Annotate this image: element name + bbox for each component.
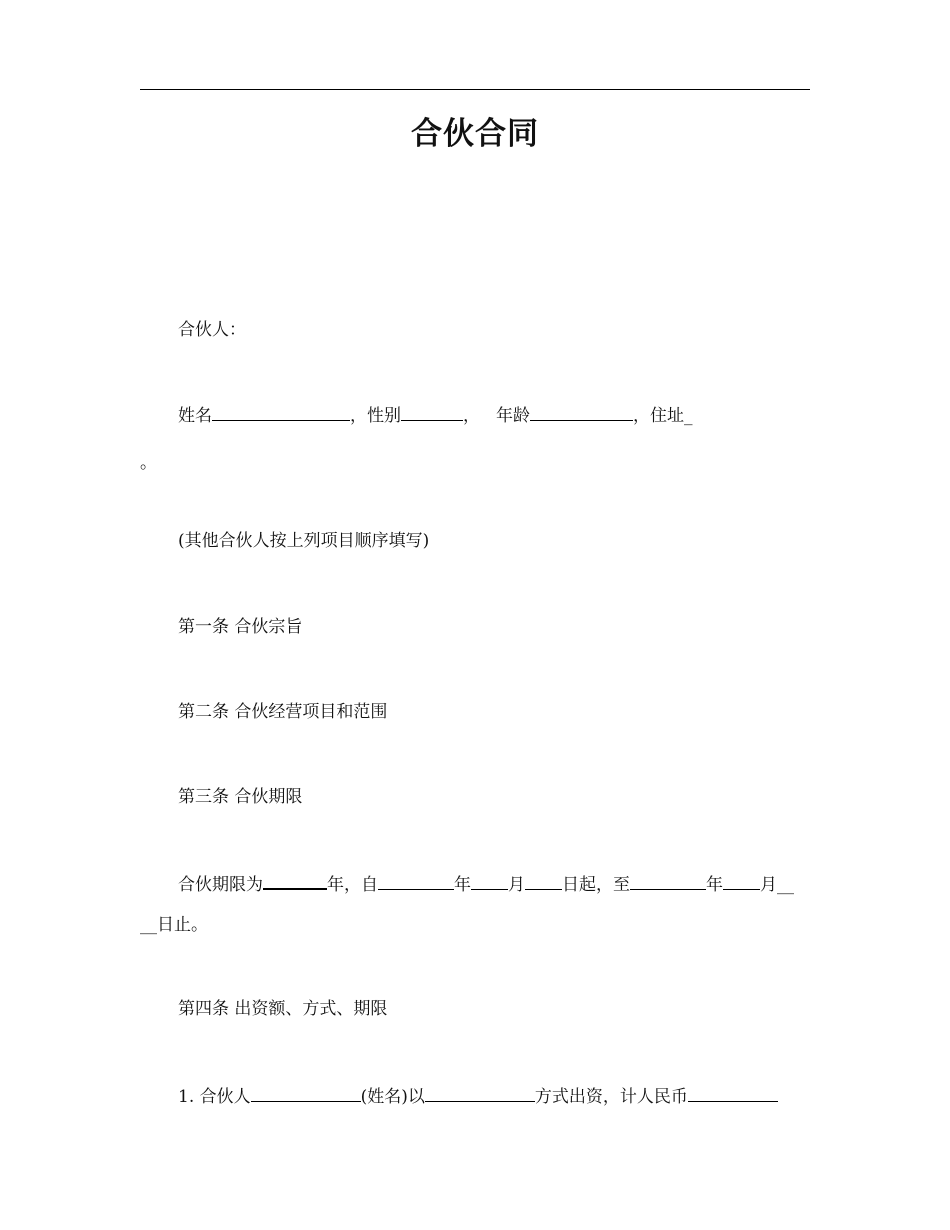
other-partners-note: (其他合伙人按上列项目顺序填写) bbox=[178, 531, 430, 551]
article-1-heading: 第一条 合伙宗旨 bbox=[178, 617, 303, 637]
term-year: 年 bbox=[454, 875, 471, 895]
contribution-clause-line bbox=[178, 1084, 778, 1109]
contribution-name-note: (姓名)以 bbox=[360, 1087, 425, 1107]
start-month-blank[interactable] bbox=[471, 872, 508, 890]
header-rule bbox=[140, 89, 810, 90]
contribution-method: 方式出资，计人民币 bbox=[534, 1087, 688, 1107]
end-year-blank[interactable] bbox=[630, 872, 706, 890]
article-3-heading: 第三条 合伙期限 bbox=[178, 787, 303, 807]
partner-info-line bbox=[178, 403, 693, 428]
partners-label: 合伙人： bbox=[178, 320, 246, 340]
partner-name-blank[interactable] bbox=[251, 1084, 361, 1102]
contribution-amount-blank[interactable] bbox=[688, 1084, 778, 1102]
term-year-2: 年 bbox=[706, 875, 723, 895]
term-year-from: 年，自 bbox=[327, 875, 378, 895]
term-month: 月 bbox=[508, 875, 525, 895]
document-title: 合伙合同 bbox=[411, 116, 539, 152]
start-day-blank[interactable] bbox=[525, 872, 562, 890]
term-clause-line bbox=[178, 871, 794, 897]
article-2-heading: 第二条 合伙经营项目和范围 bbox=[178, 702, 388, 722]
term-day-from: 日起，至 bbox=[562, 875, 630, 895]
term-tail: __ bbox=[777, 875, 794, 895]
end-month-blank[interactable] bbox=[723, 872, 760, 890]
term-prefix: 合伙期限为 bbox=[178, 875, 263, 895]
partner-info-end: 。 bbox=[140, 453, 157, 473]
term-years-blank[interactable] bbox=[263, 871, 327, 890]
age-blank[interactable] bbox=[530, 403, 633, 421]
gender-label: ，性别 bbox=[350, 406, 401, 426]
term-clause-end: __日止。 bbox=[140, 915, 208, 935]
contribution-method-blank[interactable] bbox=[425, 1084, 535, 1102]
contribution-prefix: 1. 合伙人 bbox=[178, 1087, 251, 1107]
article-4-heading: 第四条 出资额、方式、期限 bbox=[178, 999, 388, 1019]
gender-separator: ， bbox=[463, 406, 480, 426]
age-label: 年龄 bbox=[496, 406, 530, 426]
gender-blank[interactable] bbox=[401, 403, 463, 421]
name-label: 姓名 bbox=[178, 406, 212, 426]
name-blank[interactable] bbox=[212, 403, 350, 421]
start-year-blank[interactable] bbox=[378, 872, 454, 890]
address-label: ，住址_ bbox=[633, 406, 693, 426]
term-month-2: 月 bbox=[760, 875, 777, 895]
